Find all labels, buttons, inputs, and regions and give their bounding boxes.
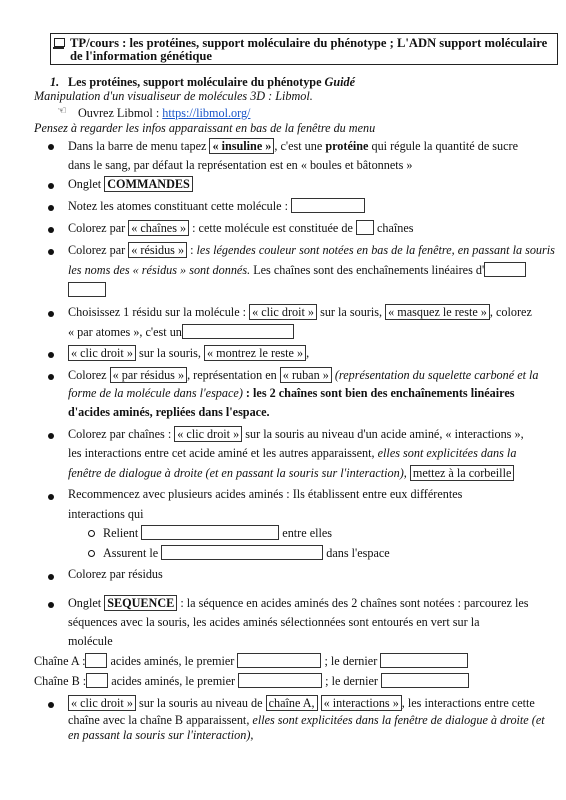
section-number: 1. bbox=[50, 75, 60, 89]
clic-droit-button[interactable]: « clic droit » bbox=[249, 304, 317, 320]
sub-bullet bbox=[88, 550, 95, 557]
b8-line1: Colorez « par résidus » , représentation en « ruban » (représentation du squelette carboné et la bbox=[68, 368, 539, 382]
answer-box[interactable] bbox=[356, 220, 374, 235]
b10-line2: interactions qui bbox=[68, 507, 144, 521]
b9-line3: fenêtre de dialogue à droite (et en passant la souris sur l'interaction), mettez à la corbeille bbox=[68, 465, 514, 481]
b3-line: Notez les atomes constituant cette molécule : bbox=[68, 198, 365, 214]
b1-line1: Dans la barre de menu tapez « insuline » , c'est une protéine qui régule la quantité de sucre bbox=[68, 139, 519, 153]
bullet bbox=[48, 227, 54, 233]
computer-icon-base bbox=[53, 47, 64, 49]
commandes-tab[interactable]: COMMANDES bbox=[104, 176, 193, 192]
answer-box[interactable] bbox=[381, 673, 469, 688]
b6-line2: « par atomes », c'est un bbox=[68, 324, 294, 340]
montrez-le-reste-button[interactable]: « montrez le reste » bbox=[204, 345, 306, 361]
clic-droit-button[interactable]: « clic droit » bbox=[174, 426, 242, 442]
b2-line: Onglet COMMANDES bbox=[68, 176, 193, 192]
ruban-button[interactable]: « ruban » bbox=[280, 367, 332, 383]
answer-box[interactable] bbox=[68, 282, 106, 297]
b5-line1: Colorez par « résidus » : les légendes couleur sont notées en bas de la fenêtre, en passant la souris bbox=[68, 243, 555, 257]
b9-line2: les interactions entre cet acide aminé et les autres apparaissent, elles sont explicitées dans la bbox=[68, 446, 517, 460]
bullet bbox=[48, 352, 54, 358]
b11-line: Colorez par résidus bbox=[68, 567, 163, 581]
b5-line2: les noms des « résidus » sont donnés. Les chaînes sont des enchaînements linéaires d' bbox=[68, 262, 526, 278]
chain-b-line: Chaîne B : acides aminés, le premier ; le dernier bbox=[34, 673, 469, 689]
answer-box[interactable] bbox=[291, 198, 365, 213]
bullet bbox=[48, 702, 54, 708]
b7-line: « clic droit » sur la souris, « montrez le reste » , bbox=[68, 345, 309, 361]
bullet bbox=[48, 574, 54, 580]
residus-button[interactable]: « résidus » bbox=[128, 242, 187, 258]
chaine-a-button[interactable]: chaîne A, bbox=[266, 695, 318, 711]
open-libmol: Ouvrez Libmol : https://libmol.org/ bbox=[78, 106, 251, 120]
insuline-button[interactable]: « insuline » bbox=[209, 138, 274, 154]
masquez-le-reste-button[interactable]: « masquez le reste » bbox=[385, 304, 490, 320]
b13-line1: « clic droit » sur la souris au niveau de chaîne A, « interactions » , les interactions entre cette bbox=[68, 695, 535, 711]
b13-line3: en passant la souris sur l'interaction), bbox=[68, 728, 254, 742]
bullet bbox=[48, 144, 54, 150]
b4-line: Colorez par « chaînes » : cette molécule est constituée de chaînes bbox=[68, 221, 414, 235]
b13-line2: chaîne avec la chaîne B apparaissent, elles sont explicitées dans la fenêtre de dialogue à droite (et bbox=[68, 713, 545, 727]
b10-sub1: Relient entre elles bbox=[103, 526, 333, 540]
corbeille-button[interactable]: mettez à la corbeille bbox=[410, 465, 514, 481]
b9-line1: Colorez par chaînes : « clic droit » sur la souris au niveau d'un acide aminé, « interactions », bbox=[68, 427, 524, 441]
bullet bbox=[48, 183, 54, 189]
answer-box[interactable] bbox=[161, 545, 323, 560]
section-title: Les protéines, support moléculaire du phénotype Guidé bbox=[68, 75, 355, 89]
b10-line1: Recommencez avec plusieurs acides aminés : Ils établissent entre eux différentes bbox=[68, 487, 463, 501]
b10-sub2: Assurent le dans l'espace bbox=[103, 546, 390, 560]
bullet bbox=[48, 311, 54, 317]
interactions-button[interactable]: « interactions » bbox=[321, 695, 402, 711]
clic-droit-button[interactable]: « clic droit » bbox=[68, 695, 136, 711]
answer-box[interactable] bbox=[237, 653, 321, 668]
hand-pointer-icon: ☜ bbox=[57, 105, 67, 117]
bullet bbox=[48, 249, 54, 255]
b12-line2: séquences avec la souris, les acides aminés sélectionnées sont entourés en vert sur la bbox=[68, 615, 480, 629]
intro-note: Pensez à regarder les infos apparaissant en bas de la fenêtre du menu bbox=[34, 121, 376, 135]
answer-box[interactable] bbox=[141, 525, 279, 540]
bullet bbox=[48, 374, 54, 380]
header-title: TP/cours : les protéines, support moléculaire du phénotype ; L'ADN support moléculaire bbox=[70, 36, 548, 50]
clic-droit-button[interactable]: « clic droit » bbox=[68, 345, 136, 361]
b12-line3: molécule bbox=[68, 634, 113, 648]
answer-box[interactable] bbox=[86, 673, 108, 688]
b6-line1: Choisissez 1 résidu sur la molécule : « clic droit » sur la souris, « masquez le reste » , colorez bbox=[68, 305, 532, 319]
answer-box[interactable] bbox=[484, 262, 526, 277]
answer-box[interactable] bbox=[85, 653, 107, 668]
sequence-tab[interactable]: SEQUENCE bbox=[104, 595, 177, 611]
answer-box[interactable] bbox=[380, 653, 468, 668]
par-residus-button[interactable]: « par résidus » bbox=[110, 367, 187, 383]
b12-line1: Onglet SEQUENCE : la séquence en acides aminés des 2 chaînes sont notées : parcourez les bbox=[68, 596, 529, 610]
b1-line2: dans le sang, par défaut la représentation est en « boules et bâtonnets » bbox=[68, 158, 413, 172]
answer-box[interactable] bbox=[182, 324, 294, 339]
bullet bbox=[48, 433, 54, 439]
b8-line2: forme de la molécule dans l'espace) : les 2 chaînes sont bien des enchaînements linéaires bbox=[68, 386, 515, 400]
computer-icon bbox=[54, 38, 65, 47]
bullet bbox=[48, 205, 54, 211]
b8-line3: d'acides aminés, repliées dans l'espace. bbox=[68, 405, 270, 419]
intro-line: Manipulation d'un visualiseur de molécules 3D : Libmol. bbox=[34, 89, 313, 103]
libmol-link[interactable]: https://libmol.org/ bbox=[162, 106, 251, 120]
bullet bbox=[48, 494, 54, 500]
sub-bullet bbox=[88, 530, 95, 537]
chain-a-line: Chaîne A : acides aminés, le premier ; le dernier bbox=[34, 653, 468, 669]
header-title-line2: de l'information génétique bbox=[70, 49, 213, 63]
bullet bbox=[48, 602, 54, 608]
chaines-button[interactable]: « chaînes » bbox=[128, 220, 189, 236]
answer-box[interactable] bbox=[238, 673, 322, 688]
